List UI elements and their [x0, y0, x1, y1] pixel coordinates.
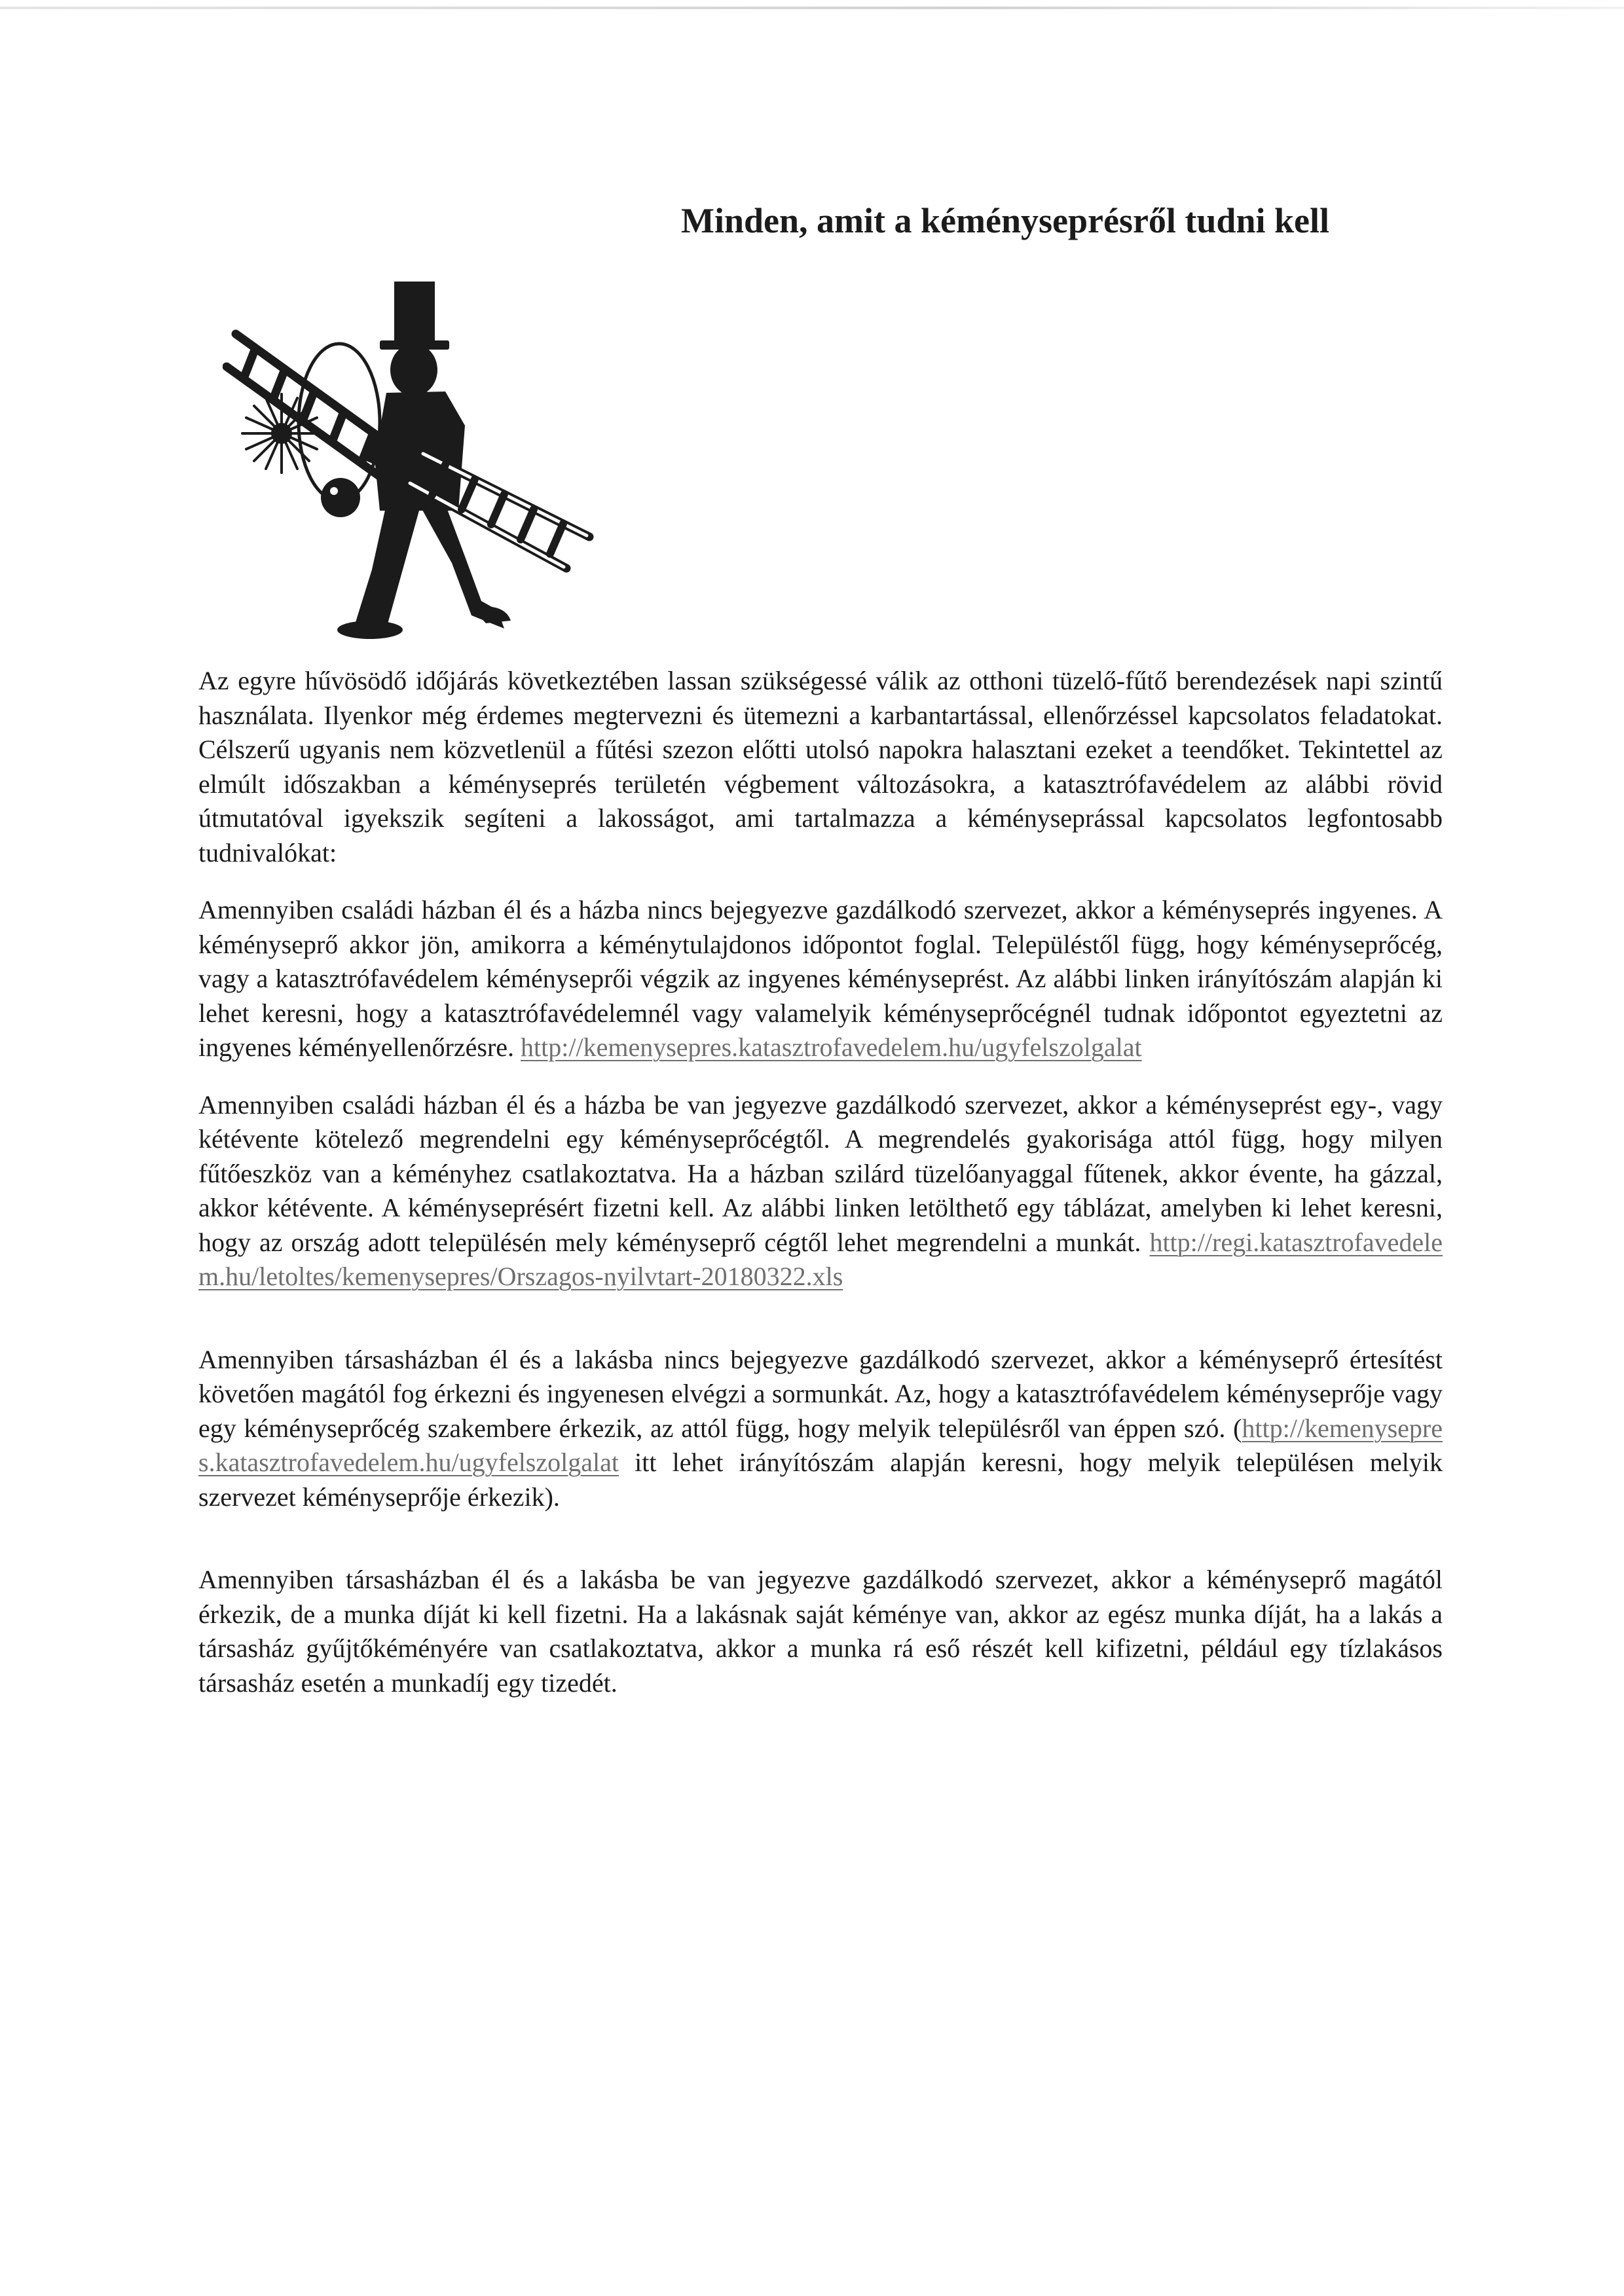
- apartment-free-text-before: Amennyiben társasházban él és a lakásba nincs bejegyezve gazdálkodó szervezet, akkor a kéményseprő értesítést követően magától fog érkezni és ingyenesen elvégzi a sormunkát. Az, hogy a katasztrófavédelem kéményseprője vagy egy kéményseprőcég szakembere érkezik, az attól függ, hogy melyik településről van éppen szó. (: [198, 1344, 1443, 1443]
- customer-service-link[interactable]: http://kemenysepres.katasztrofavedelem.hu/ugyfelszolgalat: [521, 1032, 1142, 1062]
- registry-download-link[interactable]: http://regi.katasztrofavedelem.hu/letoltes/kemenysepres/Orszagos-nyilvtart-20180322.xls: [198, 1227, 1443, 1291]
- customer-service-link-inline[interactable]: http://kemenysepres.katasztrofavedelem.hu/ugyfelszolgalat: [198, 1413, 1443, 1477]
- document-body: [198, 664, 1443, 1723]
- family-house-paid-paragraph: [198, 1088, 1443, 1294]
- apartment-free-paragraph: [198, 1343, 1443, 1515]
- apartment-free-text-after: itt lehet irányítószám alapján keresni, hogy melyik településen melyik szervezet kéményseprője érkezik).: [198, 1448, 1443, 1512]
- page-title: Minden, amit a kéményseprésről tudni kell: [681, 201, 1330, 240]
- apartment-paid-text: Amennyiben társasházban él és a lakásba be van jegyezve gazdálkodó szervezet, akkor a kéményseprő magától érkezik, de a munka díját ki kell fizetni. Ha a lakásnak saját kéménye van, akkor az egész munka díját, ha a lakás a társasház gyűjtőkéményére van csatlakoztatva, akkor a munka rá eső részét kell kifizetni, például egy tízlakásos társasház esetén a munkadíj egy tizedét.: [198, 1565, 1443, 1698]
- chimney-sweep-silhouette-icon: [223, 262, 629, 648]
- intro-paragraph: [198, 664, 1443, 870]
- family-house-paid-text: Amennyiben családi házban él és a házba be van jegyezve gazdálkodó szervezet, akkor a kéményseprést egy-, vagy kétévente kötelező megrendelni egy kéményseprőcégtől. A megrendelés gyakorisága attól függ, hogy milyen fűtőeszköz van a kéményhez csatlakoztatva. Ha a házban szilárd tüzelőanyaggal fűtenek, akkor évente, ha gázzal, akkor kétévente. A kéményseprésért fizetni kell. Az alábbi linken letölthető egy táblázat, amelyben ki lehet keresni, hogy az ország adott településén mely kéményseprő cégtől lehet megrendelni a munkát.: [198, 1089, 1443, 1257]
- apartment-paid-paragraph: [198, 1563, 1443, 1700]
- intro-text: Az egyre hűvösödő időjárás következtében lassan szükségessé válik az otthoni tüzelő-fűtő berendezések napi szintű használata. Ilyenkor még érdemes megtervezni és ütemezni a karbantartással, ellenőrzéssel kapcsolatos feladatokat. Célszerű ugyanis nem közvetlenül a fűtési szezon előtti utolsó napokra halasztani ezeket a teendőket. Tekintettel az elmúlt időszakban a kéményseprés területén végbement változásokra, a katasztrófavédelem az alábbi rövid útmutatóval igyekszik segíteni a lakosságot, ami tartalmazza a kéményseprással kapcsolatos legfontosabb tudnivalókat:: [198, 666, 1443, 867]
- family-house-free-text: Amennyiben családi házban él és a házba nincs bejegyezve gazdálkodó szervezet, akkor a kéményseprés ingyenes. A kéményseprő akkor jön, amikorra a kéménytulajdonos időpontot foglal. Településtől függ, hogy kéményseprőcég, vagy a katasztrófavédelem kéményseprői végzik az ingyenes kéményseprést. Az alábbi linken irányítószám alapján ki lehet keresni, hogy a katasztrófavédelemnél vagy valamelyik kéményseprőcégnél tudnak időpontot egyeztetni az ingyenes kéményellenőrzésre.: [198, 895, 1443, 1062]
- scan-edge: [0, 7, 1624, 9]
- family-house-free-paragraph: [198, 893, 1443, 1065]
